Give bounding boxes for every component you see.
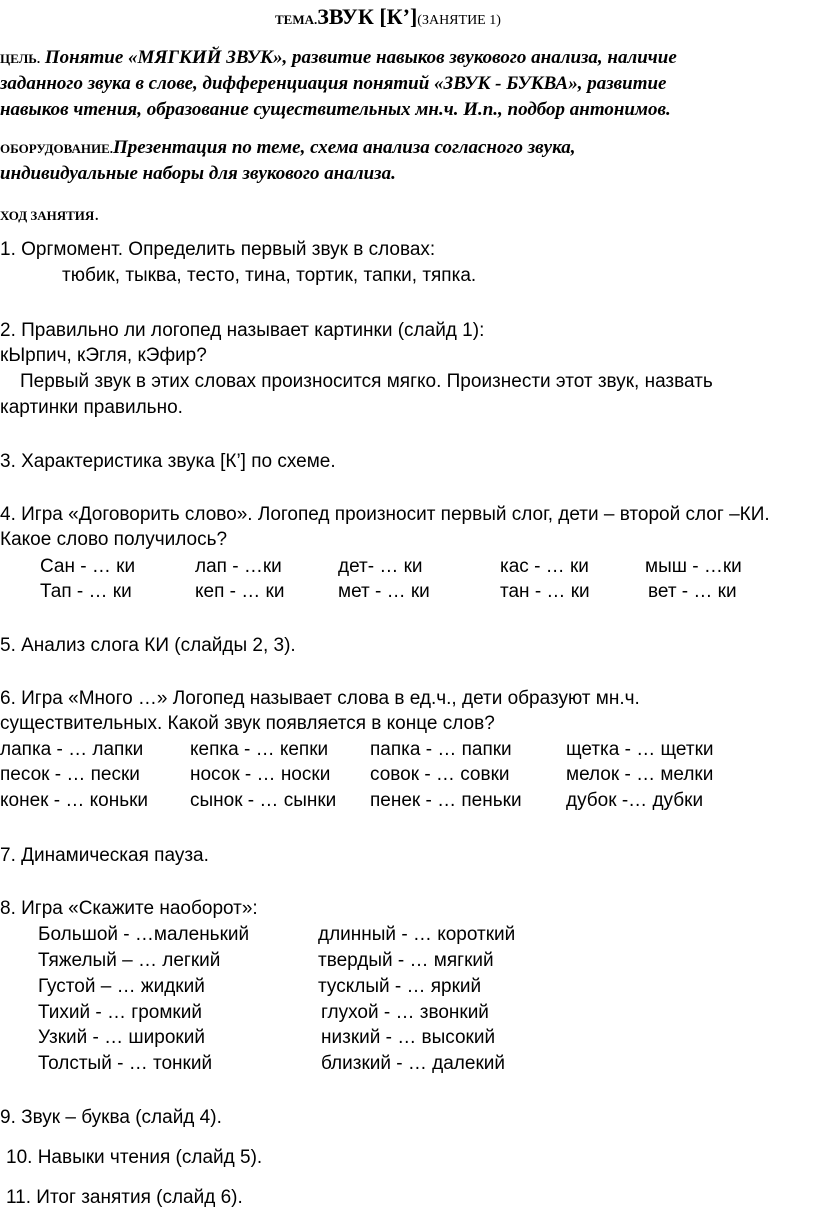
section-2-text-2: картинки правильно.	[0, 397, 183, 418]
section-1-words: тюбик, тыква, тесто, тина, тортик, тапки, тяпка.	[62, 265, 477, 286]
section-1-title: 1. Оргмомент. Определить первый звук в словах:	[0, 239, 436, 260]
antonym-cell: Густой – … жидкий	[38, 976, 205, 997]
equipment-label: ОБОРУДОВАНИЕ.	[0, 141, 114, 156]
plural-cell: пенек - … пеньки	[370, 790, 522, 811]
goal-line-1	[0, 45, 677, 72]
progress-dot: .	[94, 204, 100, 225]
plural-cell: папка - … папки	[370, 739, 512, 760]
syllable-cell: кеп - … ки	[195, 581, 285, 602]
syllable-cell: дет- … ки	[338, 556, 423, 577]
plural-cell: щетка - … щетки	[566, 739, 714, 760]
antonym-cell: тусклый - … яркий	[318, 976, 482, 997]
plural-cell: лапка - … лапки	[0, 739, 144, 760]
syllable-cell: лап - …ки	[195, 556, 282, 577]
syllable-cell: мет - … ки	[338, 581, 430, 602]
page-title	[275, 4, 501, 34]
goal-text-1: Понятие «МЯГКИЙ ЗВУК», развитие навыков звукового анализа, наличие	[40, 47, 677, 68]
antonym-cell: близкий - … далекий	[321, 1053, 505, 1074]
antonym-cell: Узкий - … широкий	[38, 1027, 205, 1048]
section-4-line-1: 4. Игра «Договорить слово». Логопед произносит первый слог, дети – второй слог –КИ.	[0, 504, 770, 525]
antonym-cell: Тихий - … громкий	[38, 1002, 202, 1023]
plural-cell: носок - … носки	[190, 764, 331, 785]
syllable-cell: Тап - … ки	[40, 581, 132, 602]
section-8-title: 8. Игра «Скажите наоборот»:	[0, 898, 258, 919]
plural-cell: дубок -… дубки	[566, 790, 704, 811]
equipment-line-1	[0, 135, 575, 162]
antonym-cell: низкий - … высокий	[321, 1027, 496, 1048]
section-11: 11. Итог занятия (слайд 6).	[6, 1187, 243, 1208]
section-10: 10. Навыки чтения (слайд 5).	[6, 1147, 263, 1168]
equipment-line-2: индивидуальные наборы для звукового анализа.	[0, 163, 396, 184]
syllable-cell: мыш - …ки	[645, 556, 742, 577]
plural-cell: совок - … совки	[370, 764, 510, 785]
syllable-cell: вет - … ки	[648, 581, 737, 602]
section-2-title: 2. Правильно ли логопед называет картинки (слайд 1):	[0, 320, 485, 341]
section-7: 7. Динамическая пауза.	[0, 845, 209, 866]
syllable-cell: тан - … ки	[500, 581, 590, 602]
progress-heading	[0, 202, 99, 229]
goal-line-2: заданного звука в слове, дифференциация понятий «ЗВУК - БУКВА», развитие	[0, 73, 667, 94]
antonym-cell: твердый - … мягкий	[318, 950, 494, 971]
plural-cell: мелок - … мелки	[566, 764, 714, 785]
tema-suffix: (ЗАНЯТИЕ 1)	[417, 13, 501, 28]
section-6-line-1: 6. Игра «Много …» Логопед называет слова в ед.ч., дети образуют мн.ч.	[0, 688, 640, 709]
equipment-text-1: Презентация по теме, схема анализа согласного звука,	[113, 137, 576, 158]
progress-label: ХОД ЗАНЯТИЯ	[0, 208, 95, 223]
syllable-cell: кас - … ки	[500, 556, 589, 577]
plural-cell: конек - … коньки	[0, 790, 149, 811]
section-3: 3. Характеристика звука [К’] по схеме.	[0, 451, 336, 472]
plural-cell: сынок - … сынки	[190, 790, 337, 811]
antonym-cell: Тяжелый – … легкий	[38, 950, 221, 971]
section-2-words: кЫрпич, кЭгля, кЭфир?	[0, 345, 207, 366]
plural-cell: песок - … пески	[0, 764, 140, 785]
section-5: 5. Анализ слога КИ (слайды 2, 3).	[0, 635, 296, 656]
goal-label: ЦЕЛЬ.	[0, 51, 41, 66]
goal-line-3: навыков чтения, образование существительных мн.ч. И.п., подбор антонимов.	[0, 99, 671, 120]
section-6-line-2: существительных. Какой звук появляется в конце слов?	[0, 713, 495, 734]
tema-title: ЗВУК [К’]	[317, 4, 418, 29]
section-2-text-1: Первый звук в этих словах произносится мягко. Произнести этот звук, назвать	[20, 371, 713, 392]
plural-cell: кепка - … кепки	[190, 739, 329, 760]
antonym-cell: длинный - … короткий	[318, 924, 516, 945]
section-4-line-2: Какое слово получилось?	[0, 529, 228, 550]
antonym-cell: глухой - … звонкий	[321, 1002, 489, 1023]
tema-label: ТЕМА.	[275, 12, 318, 27]
section-9: 9. Звук – буква (слайд 4).	[0, 1107, 222, 1128]
antonym-cell: Большой - …маленький	[38, 924, 250, 945]
antonym-cell: Толстый - … тонкий	[38, 1053, 213, 1074]
syllable-cell: Сан - … ки	[40, 556, 136, 577]
